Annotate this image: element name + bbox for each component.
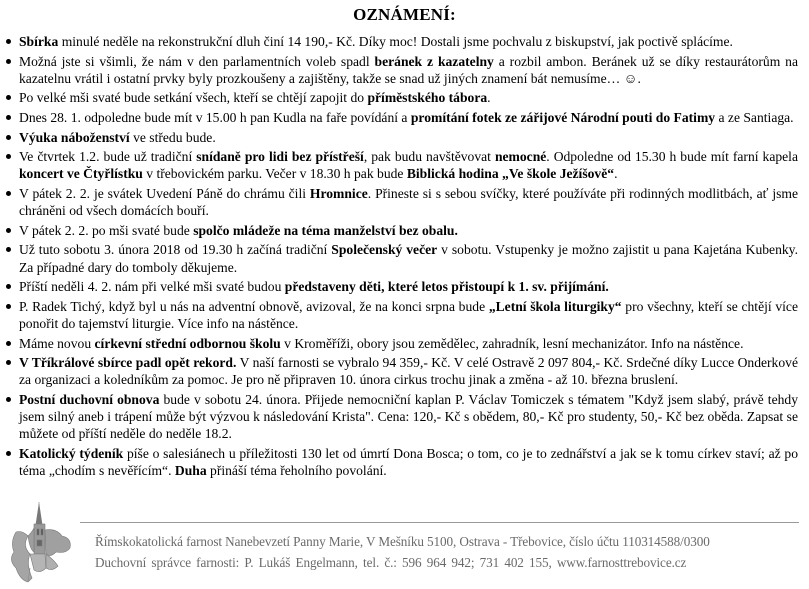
parish-contact: Duchovní správce farnosti: P. Lukáš Engelmann, tel. č.: 596 964 942; 731 402 155, www.farnosttrebovice.cz xyxy=(95,555,687,570)
notice-text: ve středu bude. xyxy=(129,129,216,145)
bullet-icon xyxy=(6,451,11,456)
bullet-icon xyxy=(6,191,11,196)
notice-text: přináší téma řeholního povolání. xyxy=(206,463,387,479)
notice-item xyxy=(6,222,798,239)
notice-text: . xyxy=(487,90,491,106)
notice-text: , pak budu navštěvovat xyxy=(363,149,495,165)
bullet-icon xyxy=(6,95,11,100)
notice-item xyxy=(6,241,798,275)
notice-item xyxy=(6,354,798,388)
bullet-icon xyxy=(6,247,11,252)
notice-text: V pátek 2. 2. je svátek Uvedení Páně do chrámu čili xyxy=(19,185,310,201)
notice-text: v Kroměříži, obory jsou zemědělec, zahradník, lesní mechanizátor. Info na nástěnce. xyxy=(280,335,744,351)
notice-text: Po velké mši svaté bude setkání všech, kteří se chtějí zapojit do xyxy=(19,90,368,106)
notice-highlight: příměstského tábora xyxy=(367,90,488,106)
notice-item xyxy=(6,109,798,126)
notice-text: v sobotu. Vstupenky je možno zajistit u pana Kajetána Kubenky. Za případné dary do tomboly děkujeme. xyxy=(19,242,798,275)
bullet-icon xyxy=(6,284,11,289)
notice-text: V naší farnosti se vybralo 94 359,- Kč. V celé Ostravě 2 097 804,- Kč. Srdečné díky Lucce Onderkové za organizaci a koledníkům za pomoc. Je pro ně připraven 10. února cirkus trochu jinak a změna - až 10. března bruslení. xyxy=(19,355,798,388)
notice-text: a ze Santiaga. xyxy=(715,109,794,125)
notice-highlight: beránek z kazatelny xyxy=(374,53,494,69)
bullet-icon xyxy=(6,39,11,44)
notice-text: píše o salesiánech u příležitosti 130 let od úmrtí Dona Bosca; o tom, co je to zednářství a jak se k tomu církev staví; až po téma „chodím s nevěřícím“. xyxy=(19,445,798,479)
bullet-icon xyxy=(6,304,11,309)
notice-text: Ve čtvrtek 1.2. bude už tradiční xyxy=(19,149,197,165)
notice-list xyxy=(6,33,798,482)
notice-text: Dnes 28. 1. odpoledne bude mít v 15.00 h pan Kudla na faře povídání a xyxy=(19,109,411,125)
notice-item xyxy=(6,129,798,146)
notice-highlight: Duha xyxy=(174,463,207,479)
notice-item xyxy=(6,148,798,182)
bullet-icon xyxy=(6,115,11,120)
notice-highlight: Společenský večer xyxy=(331,242,438,258)
notice-item xyxy=(6,298,798,332)
notice-item xyxy=(6,445,798,479)
notice-item xyxy=(6,185,798,219)
notice-highlight: „Letní škola liturgiky“ xyxy=(488,298,622,314)
notice-highlight: církevní střední odbornou školu xyxy=(94,335,281,351)
notice-text: a rozbil ambon. Beránek už se díky restaurátorům na kazatelnu vrátil i ostatní prvky byly prozkoušeny a zajištěny, takže se snad už jiných znamení bát nemusíme… ☺. xyxy=(19,53,798,86)
notice-highlight: Katolický týdeník xyxy=(19,445,124,461)
notice-text: Možná jste si všimli, že nám v den parlamentních voleb spadl xyxy=(19,53,375,69)
notice-highlight: koncert ve Čtyřlístku xyxy=(19,166,143,182)
notice-highlight: V Tříkrálové sbírce padl opět rekord. xyxy=(19,355,237,371)
bullet-icon xyxy=(6,360,11,365)
bullet-icon xyxy=(6,154,11,159)
notice-highlight: Hromnice xyxy=(309,185,368,201)
bullet-icon xyxy=(6,135,11,140)
notice-text: . Odpoledne od 15.30 h bude mít farní kapela xyxy=(546,149,798,165)
notice-text: bude v sobotu 24. února. Přijede nemocniční kaplan P. Václav Tomiczek s tématem "Když jsem slabý, právě tehdy jsem silný aneb i trápení může být výzvou k následování Krista". Cena: 120,- Kč s obědem, 80,- Kč pro studenty, 50,- Kč bez oběda. Zapsat se můžete od příští neděle do neděle 18.2. xyxy=(19,391,798,442)
parish-address: Římskokatolická farnost Nanebevzetí Panny Marie, V Mešníku 5100, Ostrava - Třebovice, číslo účtu 110314588/0300 xyxy=(95,534,710,549)
notice-highlight: Sbírka xyxy=(19,34,59,49)
notice-item xyxy=(6,53,798,87)
notice-highlight: snídaně pro lidi bez přístřeší xyxy=(196,149,364,165)
notice-highlight: promítání fotek ze zářijové Národní pouti do Fatimy xyxy=(410,109,716,125)
bullet-icon xyxy=(6,59,11,64)
notice-highlight: spolčo mládeže na téma manželství bez obalu. xyxy=(193,222,458,238)
bullet-icon xyxy=(6,228,11,233)
notice-highlight: nemocné xyxy=(494,149,547,165)
bullet-icon xyxy=(6,341,11,346)
notice-text: V pátek 2. 2. po mši svaté bude xyxy=(19,222,194,238)
church-drawing-icon xyxy=(6,502,76,584)
notice-item xyxy=(6,89,798,106)
notice-highlight: Výuka náboženství xyxy=(19,129,130,145)
notice-text: v třebovickém parku. Večer v 18.30 h pak bude xyxy=(142,166,407,182)
notice-text: . xyxy=(614,166,618,182)
notice-text: Máme novou xyxy=(19,335,95,351)
notice-text: minulé neděle na rekonstrukční dluh činí 14 190,- Kč. Díky moc! Dostali jsme pochvalu z biskupství, jak poctivě splácíme. xyxy=(58,34,733,49)
page-title: OZNÁMENÍ: xyxy=(353,5,456,24)
bullet-icon xyxy=(6,397,11,402)
notice-highlight: Biblická hodina „Ve škole Ježíšově“ xyxy=(406,166,615,182)
notice-item xyxy=(6,33,798,50)
notice-text: Příští neděli 4. 2. nám při velké mši svaté budou xyxy=(19,279,285,295)
notice-text: pro všechny, kteří se chtějí více ponořit do tajemství liturgie. Více info na nástěnce. xyxy=(19,298,798,331)
notice-text: . Přineste si s sebou svíčky, které používáte při rodinných modlitbách, ať jsme chráněni od všech domácích bouří. xyxy=(19,185,798,219)
notice-text: Už tuto sobotu 3. února 2018 od 19.30 h začíná tradiční xyxy=(19,242,332,258)
notice-item xyxy=(6,278,798,295)
notice-highlight: Postní duchovní obnova xyxy=(19,391,160,407)
notice-item xyxy=(6,391,798,443)
notice-item xyxy=(6,335,798,352)
footer-divider xyxy=(80,522,799,523)
notice-highlight: představeny děti, které letos přistoupí k 1. sv. přijímání. xyxy=(284,279,609,295)
notice-text: P. Radek Tichý, když byl u nás na adventní obnově, avizoval, že na konci srpna bude xyxy=(19,298,489,314)
